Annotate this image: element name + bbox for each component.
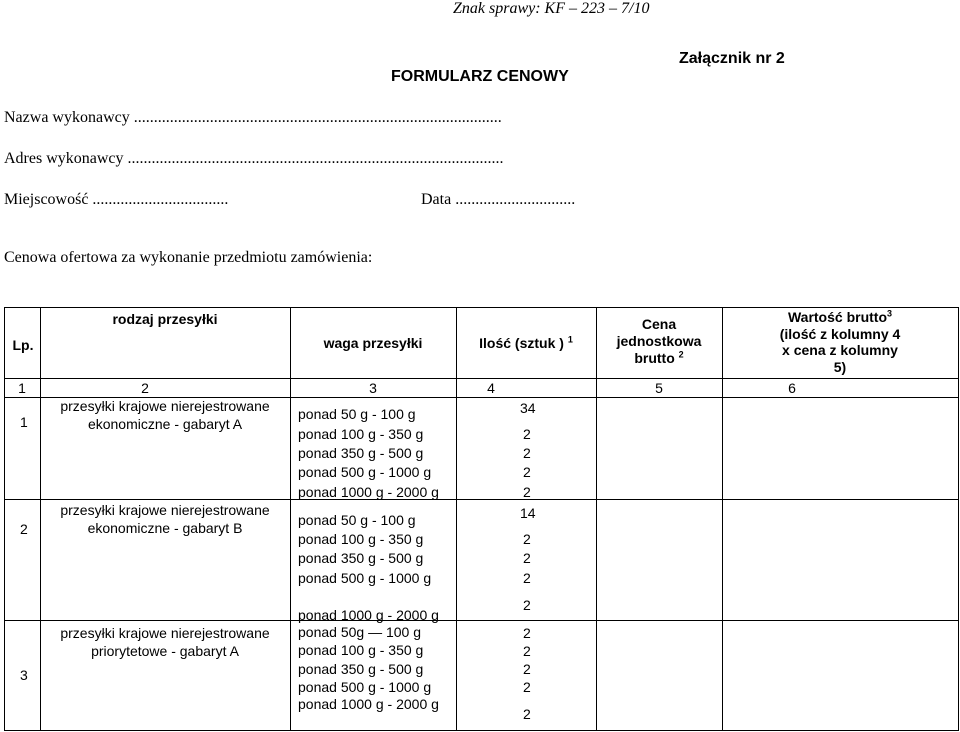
group-type-line1: przesyłki krajowe nierejestrowane — [60, 398, 270, 414]
header-value-line3: x cena z kolumny — [782, 342, 898, 358]
quantity-value: 2 — [523, 597, 531, 613]
group-type-line1: przesyłki krajowe nierejestrowane — [60, 625, 270, 641]
col-number: 4 — [487, 380, 495, 396]
quantity-value: 2 — [523, 484, 531, 500]
quantity-value: 2 — [523, 643, 531, 659]
header-price-line1: Cena — [641, 316, 677, 332]
header-weight: waga przesyłki — [323, 335, 423, 351]
header-value-footnote: 3 — [887, 308, 893, 319]
weight-range: ponad 1000 g - 2000 g — [298, 484, 439, 500]
col-number: 6 — [788, 380, 796, 396]
group-type-line2: ekonomiczne - gabaryt B — [87, 520, 243, 536]
col-number: 5 — [655, 380, 663, 396]
group-lp: 2 — [20, 521, 28, 537]
weight-range: ponad 50 g - 100 g — [298, 512, 416, 528]
weight-range: ponad 1000 g - 2000 g — [298, 607, 439, 623]
header-type: rodzaj przesyłki — [112, 311, 218, 327]
weight-range: ponad 1000 g - 2000 g — [298, 696, 439, 712]
header-qty — [456, 335, 596, 351]
col-number: 2 — [141, 380, 149, 396]
header-value-line4: 5) — [833, 358, 847, 375]
header-price-line2: jednostkowa — [616, 333, 702, 349]
quantity-value: 2 — [523, 570, 531, 586]
case-reference: Znak sprawy: KF – 223 – 7/10 — [453, 0, 650, 17]
quantity-value: 2 — [523, 445, 531, 461]
header-price-footnote: 2 — [678, 349, 684, 360]
header-price — [596, 316, 722, 367]
group-lp: 3 — [20, 667, 28, 683]
header-price-line3-text: brutto — [634, 350, 675, 366]
quantity-value: 2 — [523, 550, 531, 566]
col-number: 3 — [369, 380, 377, 396]
group-type-line2: ekonomiczne - gabaryt A — [87, 416, 243, 432]
quantity-value: 2 — [523, 625, 531, 641]
quantity-value: 2 — [523, 706, 531, 722]
weight-range: ponad 350 g - 500 g — [298, 550, 424, 566]
col-number: 1 — [18, 380, 26, 396]
annex-label: Załącznik nr 2 — [679, 50, 785, 67]
header-value-line1 — [722, 309, 958, 326]
header-qty-label: Ilość (sztuk ) — [479, 335, 564, 351]
contractor-name-field[interactable]: Nazwa wykonawcy ............................................................................................ — [4, 109, 502, 126]
quantity-value: 14 — [520, 505, 536, 521]
weight-range: ponad 100 g - 350 g — [298, 531, 424, 547]
group-type-line2: priorytetowe - gabaryt A — [91, 643, 239, 659]
quantity-value: 2 — [523, 426, 531, 442]
group-type-line1: przesyłki krajowe nierejestrowane — [60, 502, 270, 518]
city-field[interactable]: Miejscowość .................................. — [4, 191, 229, 208]
group-lp: 1 — [20, 414, 28, 430]
weight-range: ponad 350 g - 500 g — [298, 661, 424, 677]
weight-range: ponad 100 g - 350 g — [298, 426, 424, 442]
header-value-line1-text: Wartość brutto — [787, 309, 888, 325]
header-price-line3 — [596, 350, 722, 367]
weight-range: ponad 50g — 100 g — [298, 624, 421, 640]
header-value-line2: (ilość z kolumny 4 — [779, 325, 901, 342]
weight-range: ponad 50 g - 100 g — [298, 406, 416, 422]
contractor-address-field[interactable]: Adres wykonawcy .............................................................................................. — [4, 150, 504, 167]
weight-range: ponad 500 g - 1000 g — [298, 464, 432, 480]
quantity-value: 34 — [520, 400, 536, 416]
weight-range: ponad 500 g - 1000 g — [298, 679, 432, 695]
group-type — [40, 397, 290, 433]
date-field[interactable]: Data .............................. — [421, 191, 576, 208]
header-lp: Lp. — [12, 337, 34, 353]
quantity-value: 2 — [523, 679, 531, 695]
header-value — [722, 309, 958, 375]
quantity-value: 2 — [523, 661, 531, 677]
header-qty-footnote: 1 — [567, 334, 573, 345]
quantity-value: 2 — [523, 531, 531, 547]
form-title: FORMULARZ CENOWY — [391, 68, 569, 85]
weight-range: ponad 350 g - 500 g — [298, 445, 424, 461]
intro-text: Cenowa ofertowa za wykonanie przedmiotu zamówienia: — [4, 249, 373, 266]
group-type — [40, 501, 290, 537]
weight-range: ponad 100 g - 350 g — [298, 642, 424, 658]
group-type — [40, 624, 290, 660]
quantity-value: 2 — [523, 464, 531, 480]
weight-range: ponad 500 g - 1000 g — [298, 570, 432, 586]
